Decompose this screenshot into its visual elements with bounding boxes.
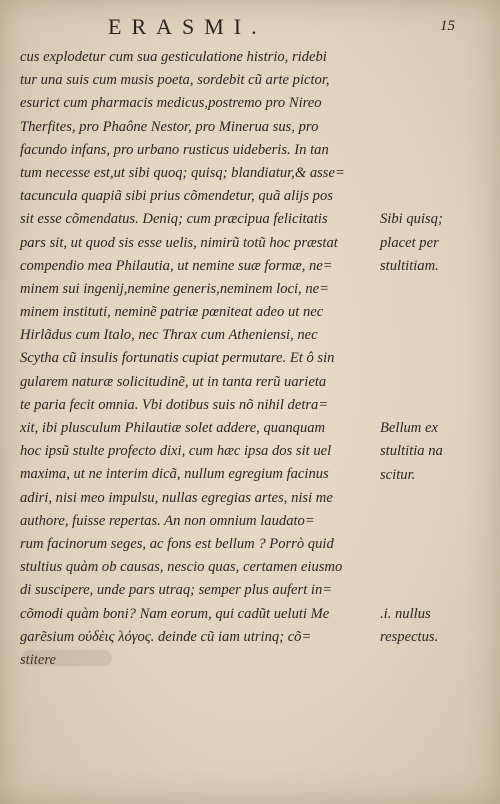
text-line: cus explodetur cum sua gesticulatione histrio, ridebi bbox=[20, 49, 327, 65]
text-line: sit esse cõmendatus. Deniq; cum præcipua felicitatis bbox=[20, 211, 328, 228]
text-line: te paria fecit omnia. Vbi dotibus suis nõ nihil detra= bbox=[20, 396, 329, 413]
text-line: minem sui ingenij,nemine generis,neminem loci, ne= bbox=[20, 280, 329, 297]
text-line: tacuncula quapiã sibi prius cõmendetur, quã alijs pos bbox=[20, 188, 333, 205]
running-title: ERASMI. bbox=[108, 14, 267, 39]
text-line: facundo infans, pro urbano rusticus uideberis. In tan bbox=[20, 141, 329, 158]
page-header bbox=[0, 14, 500, 42]
text-line: xit, ibi plusculum Philautiæ solet addere, quanquam bbox=[20, 420, 326, 436]
marginal-note bbox=[380, 603, 438, 649]
marginal-note bbox=[380, 208, 443, 278]
text-line: esurict cum pharmacis medicus,postremo pro Nireo bbox=[20, 95, 322, 112]
text-line: Hirlãdus cum Italo, nec Thrax cum Atheniensi, nec bbox=[20, 327, 318, 344]
text-line: hoc ipsũ stulte profecto dixi, cum hæc ipsa dos sit uel bbox=[20, 443, 332, 460]
text-line: stitere bbox=[20, 651, 56, 668]
text-line: gularem naturæ solicitudinẽ, ut in tanta rerũ uarieta bbox=[20, 373, 327, 390]
ink-smudge bbox=[22, 650, 112, 666]
marginal-note bbox=[380, 417, 443, 487]
text-line: authore, fuisse repertas. An non omnium laudato= bbox=[20, 512, 315, 529]
text-line: Scytha cũ insulis fortunatis cupiat permutare. Et ô sin bbox=[20, 350, 335, 367]
marginal-note-line: Sibi quisq; bbox=[380, 211, 443, 228]
text-line: minem instituti, neminẽ patriæ pœniteat adeo ut nec bbox=[20, 304, 324, 321]
marginal-note-line: stultitiam. bbox=[380, 257, 439, 274]
text-line: Therfites, pro Phaône Nestor, pro Minerua sus, pro bbox=[20, 118, 319, 135]
text-line: adiri, nisi meo impulsu, nullas egregias artes, nisi me bbox=[20, 489, 333, 506]
text-line: compendio mea Philautia, ut nemine suæ formæ, ne= bbox=[20, 257, 333, 274]
marginal-note-line: Bellum ex bbox=[380, 420, 438, 437]
marginal-note-line: .i. nullus bbox=[380, 605, 431, 622]
marginal-note-line: respectus. bbox=[380, 628, 439, 645]
body-text bbox=[20, 46, 382, 672]
marginal-note-line: scitur. bbox=[380, 466, 416, 483]
text-line: garẽsium οὐδὲις λόγος. deinde cũ iam utrinq; cõ= bbox=[20, 628, 312, 645]
text-line: di suscipere, unde pars utraq; semper plus aufert in= bbox=[20, 582, 333, 599]
page-number: 15 bbox=[440, 18, 455, 34]
text-line: tur una suis cum musis poeta, sordebit cũ arte pictor, bbox=[20, 72, 330, 89]
text-line: stultius quàm ob causas, nescio quas, certamen eiusmo bbox=[20, 559, 343, 576]
text-line: cõmodi quàm boni? Nam eorum, qui cadũt ueluti Me bbox=[20, 605, 330, 622]
text-line: rum facinorum seges, ac fons est bellum ? Porrò quid bbox=[20, 535, 334, 552]
marginal-note-line: placet per bbox=[380, 234, 439, 251]
marginal-note-line: stultitia na bbox=[380, 443, 443, 460]
text-line: tum necesse est,ut sibi quoq; quisq; blandiatur,& asse= bbox=[20, 164, 345, 181]
text-line: maxima, ut ne interim dicã, nullum egregium facinus bbox=[20, 466, 329, 483]
text-line: pars sit, ut quod sis esse uelis, nimirũ totũ hoc præstat bbox=[20, 234, 338, 251]
